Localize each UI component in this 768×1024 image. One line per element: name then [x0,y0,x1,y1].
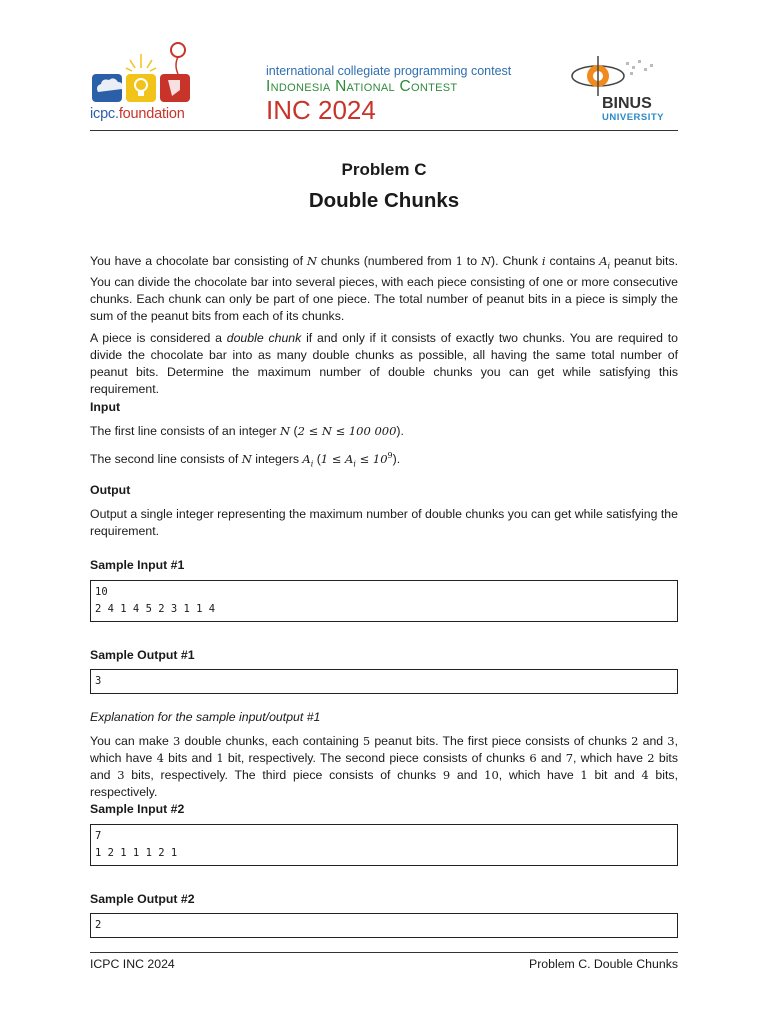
text: A piece is considered a [90,331,227,345]
binus-university-logo [568,48,680,124]
text: ). [396,424,404,438]
text: ( [313,452,321,467]
math: i [541,254,546,268]
input-line-2 [90,447,678,473]
sample-line: 2 4 1 4 5 2 3 1 1 4 [95,603,216,615]
text: The first line consists of an integer [90,424,281,438]
text: ). Chunk [491,254,542,268]
statement-paragraph-1 [90,253,678,325]
math: 2 ≤ N ≤ 100 000 [297,424,397,438]
icpc-wordmark-dot: . [115,106,119,122]
math: A [599,254,608,268]
icpc-foundation-wordmark [90,106,185,122]
footer-contest: ICPC INC 2024 [90,957,175,971]
math-subscript: i [607,261,611,271]
sample-input-2-box [90,824,678,866]
text: bit and [587,768,642,782]
sample-output-2-heading: Sample Output #2 [90,892,195,906]
math: 2 [631,734,639,748]
math: 1 [216,751,224,765]
math: N [241,452,252,467]
math: N [480,254,492,268]
text: bits and [90,751,678,782]
math: A [302,452,311,467]
math: 9 [442,768,451,782]
math: 1 ≤ A [320,452,354,467]
math-superscript: 9 [387,451,393,460]
sample-line: 3 [95,675,102,687]
text: bit, respectively. The second piece consists of chunks [223,751,530,765]
binus-name: BINUS [602,95,652,112]
contest-name: Indonesia National Contest [266,78,458,95]
math: 4 [156,751,164,765]
math: 3 [117,768,125,782]
icpc-wordmark-suffix: foundation [118,106,185,122]
text: double chunks, each containing [180,734,363,748]
math: 4 [641,768,649,782]
text: ). [392,452,401,467]
math: 1 [455,254,463,268]
text: if and only if it consists of exactly two chunks. You are required to divide the chocolate bar into as many double chunks as possible, all having the same total number of peanut bits. Determine the maximum number of double chunks you can get while satisfying this requirement. [90,331,678,396]
text: ( [290,424,298,438]
explanation-text [90,733,678,801]
text: You can make [90,734,173,748]
math: N [306,254,317,268]
text: peanut bits. The first piece consists of chunks [370,734,632,748]
footer-divider [90,952,678,953]
text: bits, respectively. [90,768,678,799]
math: 6 [529,751,537,765]
sample-input-2-heading: Sample Input #2 [90,802,185,816]
text: contains [545,254,600,268]
math: 7 [565,751,574,765]
text: and [450,768,485,782]
math: 2 [647,751,655,765]
math: 10 [484,768,499,782]
text: and [536,751,566,765]
problem-label: Problem C [341,160,427,179]
text: and [638,734,668,748]
sample-line: 10 [95,586,108,598]
math: 3 [172,734,181,748]
sample-output-1-heading: Sample Output #1 [90,648,195,662]
text: , which have [498,768,581,782]
icpc-wordmark-prefix: icpc [90,106,115,122]
input-line-1 [90,423,678,440]
problem-title: Double Chunks [308,189,460,212]
contest-title-block [266,64,546,126]
footer-problem: Problem C. Double Chunks [529,957,678,971]
text: bits and [163,751,217,765]
sample-output-2-box [90,913,678,938]
text: to [462,254,481,268]
sample-input-1-box [90,580,678,622]
math: 3 [667,734,675,748]
binus-sub: UNIVERSITY [602,112,665,123]
sample-line: 1 2 1 1 1 2 1 [95,847,178,859]
sample-line: 7 [95,830,102,842]
header-divider [90,130,678,131]
sample-input-1-heading: Sample Input #1 [90,558,185,572]
text: chunks (numbered from [316,254,456,268]
math-subscript: i [310,459,314,469]
emphasis: double chunk [226,331,302,345]
math: 5 [362,734,371,748]
text: peanut bits. You can divide the chocolate bar into several pieces, with each piece consisting of one or more consecutive chunks. Each chunk can only be part of one piece. The total number of peanut bits in a piece is simply the sum of the peanut bits from each of its chunks. [90,254,679,324]
text: The second line consists of [90,452,242,467]
math: ≤ 10 [355,452,388,467]
sample-output-1-box [90,669,678,694]
output-heading: Output [90,483,131,497]
statement-paragraph-2 [90,330,678,398]
math: N [280,424,291,438]
text: integers [251,452,303,467]
contest-year-title: INC 2024 [266,95,376,125]
output-description: Output a single integer representing the maximum number of double chunks you can get while satisfying the requirement. [90,507,678,538]
contest-subtitle: international collegiate programming contest [266,64,512,78]
page-header [90,40,678,130]
input-heading: Input [90,400,121,414]
explanation-caption: Explanation for the sample input/output #1 [90,710,321,724]
math-subscript: i [353,459,356,469]
text: bits, respectively. The third piece consists of chunks [124,768,443,782]
sample-line: 2 [95,919,102,931]
math: 1 [580,768,588,782]
text: , which have [90,734,678,765]
text: , which have [573,751,648,765]
text: You have a chocolate bar consisting of [90,254,307,268]
